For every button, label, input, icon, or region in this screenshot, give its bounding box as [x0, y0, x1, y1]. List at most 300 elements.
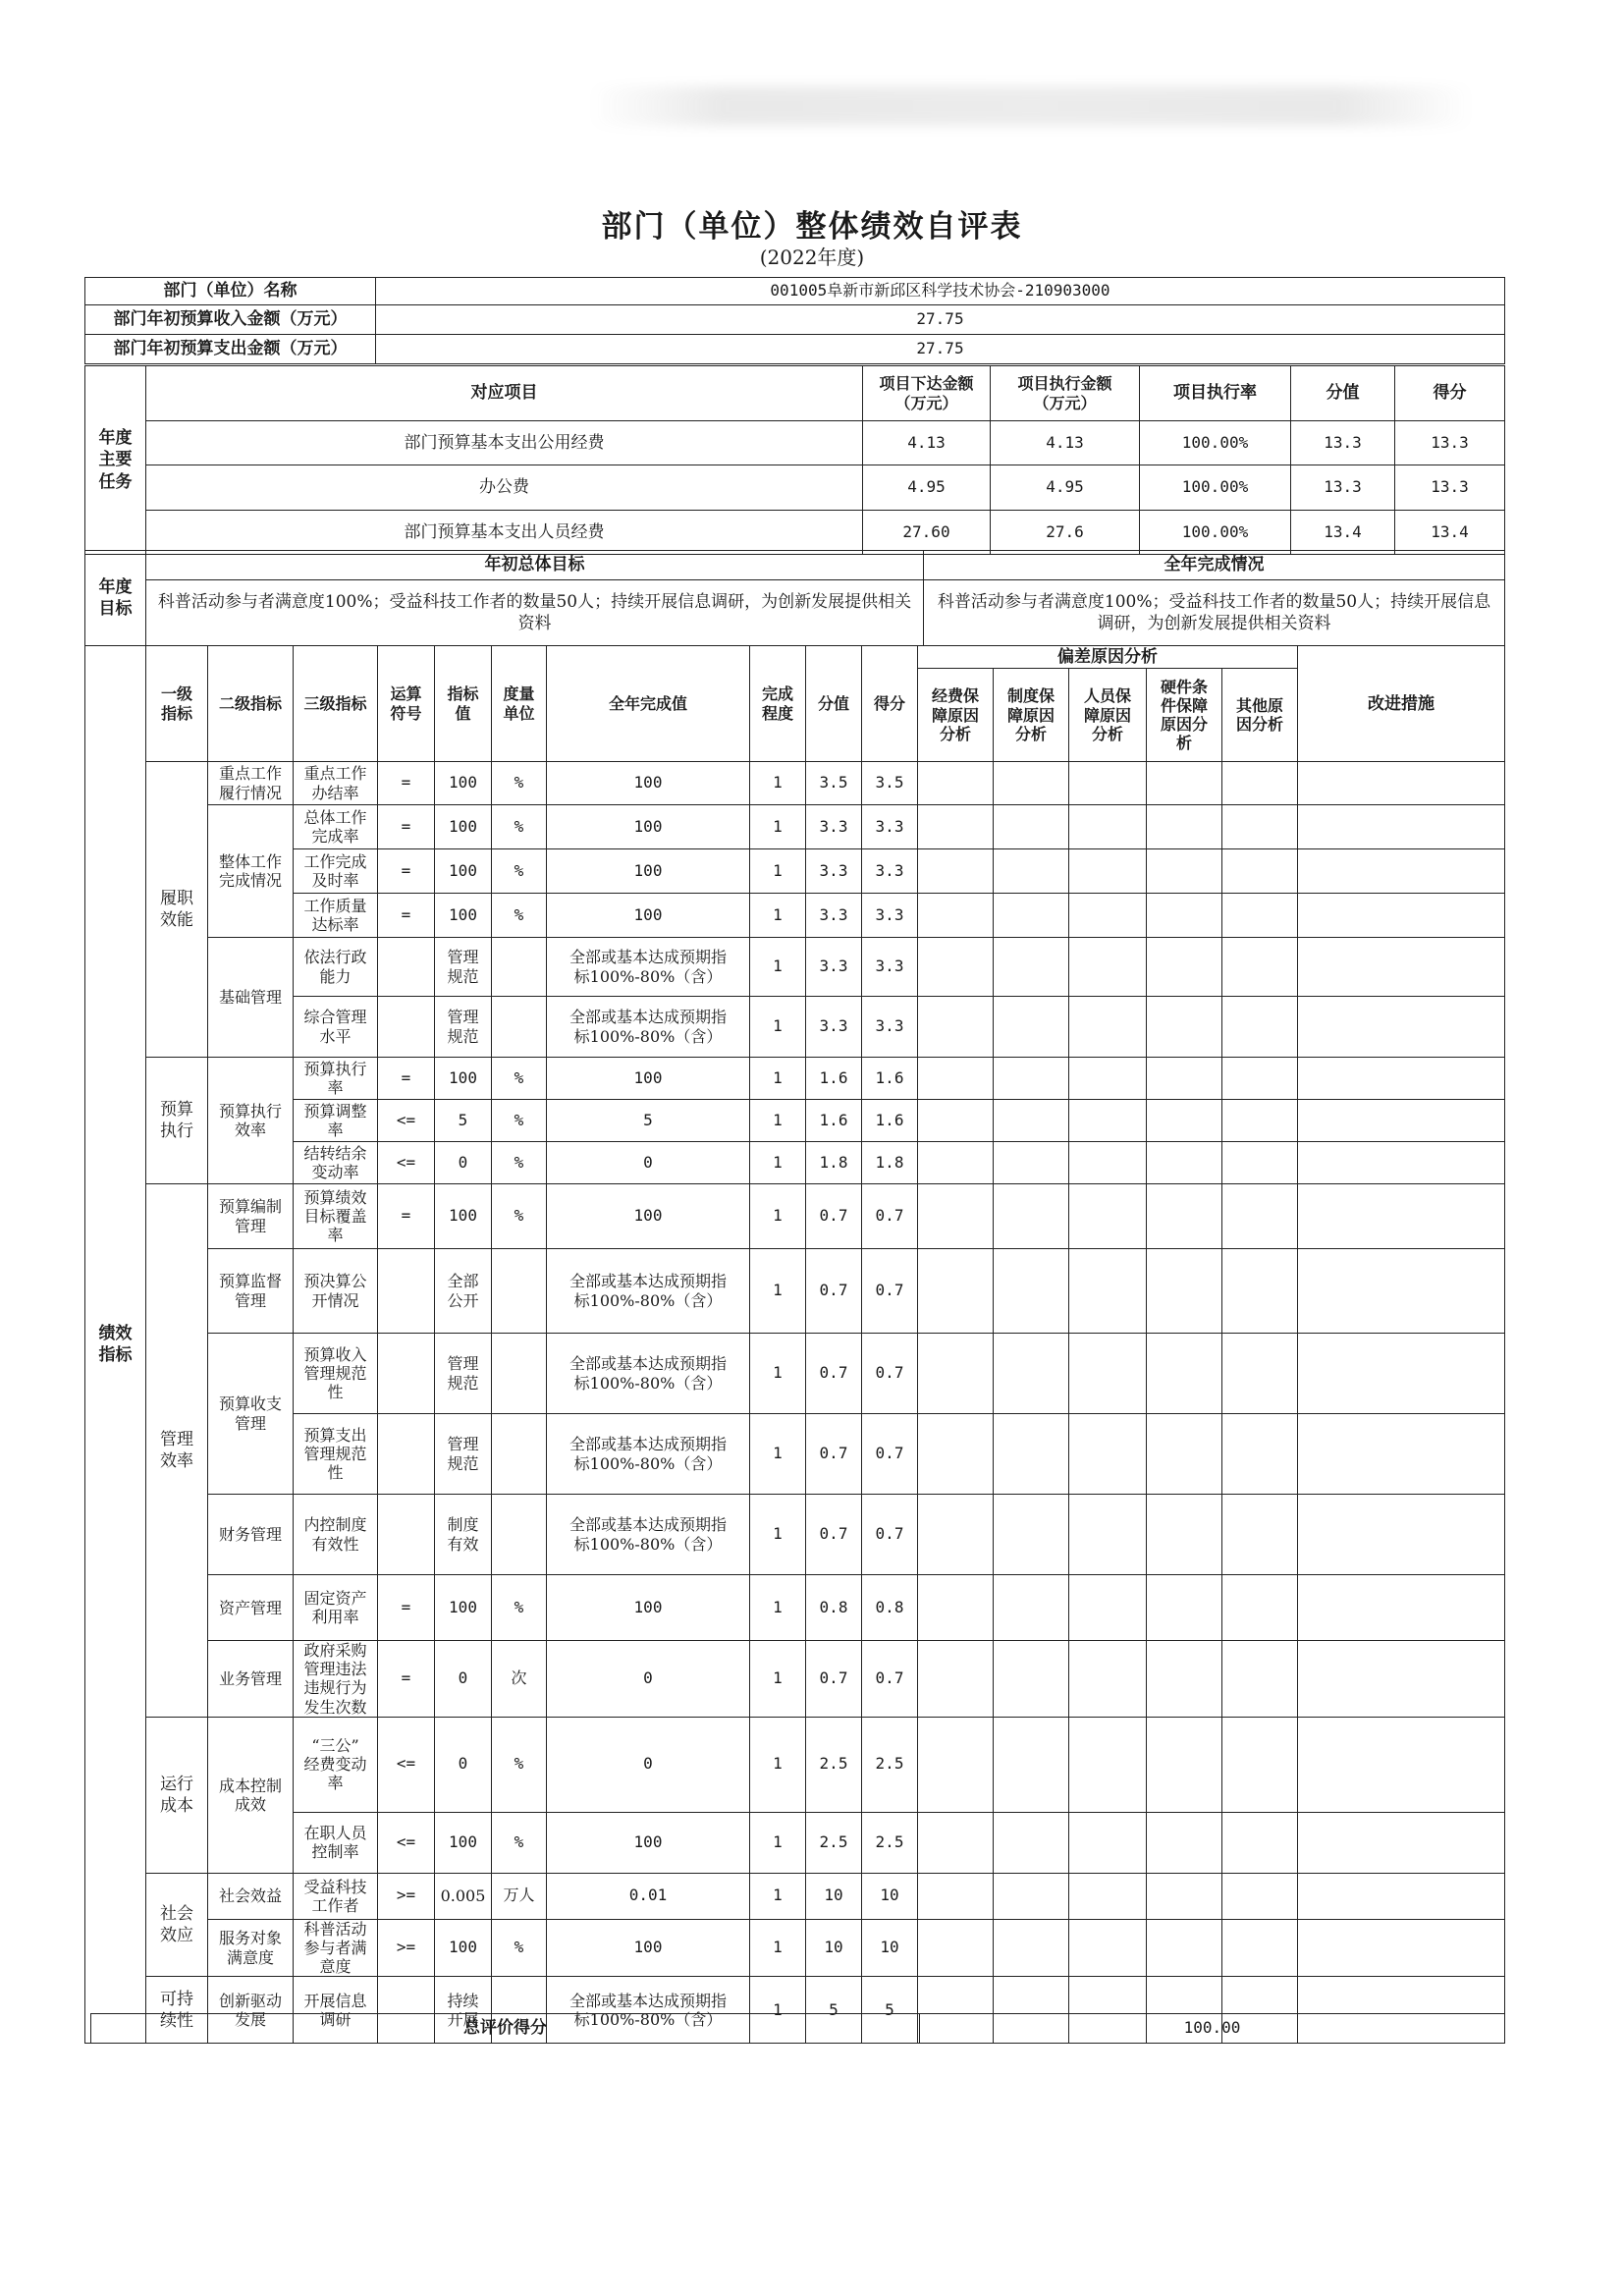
indicator-done: 全部或基本达成预期指 标100%-80%（含）: [547, 1495, 750, 1575]
indicator-done: 5: [547, 1100, 750, 1142]
deviation-cell: [1069, 1414, 1147, 1495]
indicator-l1: 运行 成本: [146, 1717, 208, 1873]
page-title: 部门（单位）整体绩效自评表: [601, 209, 1023, 245]
indicator-l3: “三公” 经费变动 率: [294, 1717, 378, 1812]
deviation-cell: [1222, 1334, 1298, 1414]
indicator-done: 100: [547, 849, 750, 894]
indicator-l2: 服务对象 满意度: [208, 1919, 294, 1977]
header-l2: 二级指标: [208, 646, 294, 762]
indicator-l3: 预算收入 管理规范 性: [294, 1334, 378, 1414]
indicator-degree: 1: [750, 1142, 806, 1184]
indicator-done: 100: [547, 1058, 750, 1100]
deviation-cell: [1147, 1414, 1222, 1495]
goals-done-text: 科普活动参与者满意度100%；受益科技工作者的数量50人；持续开展信息调研，为创新发展提供相关资料: [924, 580, 1505, 646]
indicator-degree: 1: [750, 1717, 806, 1812]
task-got: 13.4: [1395, 511, 1505, 555]
task-exec: 4.95: [991, 465, 1140, 511]
indicator-l3: 在职人员 控制率: [294, 1812, 378, 1873]
deviation-cell: [918, 1100, 994, 1142]
indicator-done: 100: [547, 762, 750, 805]
indicator-l3: 固定资产 利用率: [294, 1575, 378, 1641]
deviation-cell: [1069, 1812, 1147, 1873]
indicator-degree: 1: [750, 1873, 806, 1919]
indicator-op: =: [378, 1184, 435, 1249]
deviation-cell: [1147, 1812, 1222, 1873]
indicator-score: 3.3: [806, 997, 862, 1058]
deviation-cell: [1222, 1249, 1298, 1334]
goals-content-row: [85, 580, 1505, 646]
indicator-done: 全部或基本达成预期指 标100%-80%（含）: [547, 1249, 750, 1334]
deviation-cell: [1222, 938, 1298, 997]
indicator-unit: %: [492, 1142, 547, 1184]
indicator-row: [85, 1100, 1505, 1142]
deviation-cell: [1069, 1575, 1147, 1641]
indicator-row: [85, 1058, 1505, 1100]
deviation-cell: [1222, 1058, 1298, 1100]
indicator-target: 0: [435, 1142, 492, 1184]
deviation-cell: [918, 805, 994, 849]
deviation-cell: [994, 1641, 1069, 1718]
goals-header-row: [85, 551, 1505, 580]
indicator-degree: 1: [750, 849, 806, 894]
budget-income-label: 部门年初预算收入金额（万元）: [85, 305, 376, 335]
indicator-got: 3.3: [862, 938, 918, 997]
task-alloc: 4.95: [863, 465, 991, 511]
indicator-op: <=: [378, 1812, 435, 1873]
indicator-done: 0: [547, 1717, 750, 1812]
task-score: 13.4: [1291, 511, 1395, 555]
deviation-cell: [994, 1184, 1069, 1249]
indicator-row: [85, 1873, 1505, 1919]
indicator-l2: 预算收支 管理: [208, 1334, 294, 1495]
indicator-score: 1.6: [806, 1058, 862, 1100]
indicator-target: 全部 公开: [435, 1249, 492, 1334]
indicator-score: 0.7: [806, 1414, 862, 1495]
improve-cell: [1298, 1414, 1505, 1495]
indicator-l3: 综合管理 水平: [294, 997, 378, 1058]
indicator-done: 全部或基本达成预期指 标100%-80%（含）: [547, 938, 750, 997]
indicator-l3: 重点工作 办结率: [294, 762, 378, 805]
improve-cell: [1298, 1495, 1505, 1575]
indicator-got: 10: [862, 1873, 918, 1919]
indicator-row: [85, 938, 1505, 997]
tasks-header-row: [85, 366, 1505, 421]
indicator-l3: 工作完成 及时率: [294, 849, 378, 894]
indicator-score: 0.7: [806, 1641, 862, 1718]
tasks-col-alloc: 项目下达金额 （万元）: [863, 366, 991, 421]
annual-goals-table: [84, 550, 1505, 646]
indicator-row: [85, 1249, 1505, 1334]
deviation-cell: [1222, 894, 1298, 938]
task-rate: 100.00%: [1140, 421, 1291, 465]
indicator-row: [85, 1334, 1505, 1414]
header-deviation: 偏差原因分析: [918, 646, 1298, 669]
indicator-score: 3.3: [806, 805, 862, 849]
indicator-degree: 1: [750, 894, 806, 938]
task-exec: 27.6: [991, 511, 1140, 555]
indicator-target: 100: [435, 849, 492, 894]
deviation-cell: [1222, 1495, 1298, 1575]
indicator-l2: 资产管理: [208, 1575, 294, 1641]
indicator-l2: 基础管理: [208, 938, 294, 1058]
deviation-cell: [918, 1249, 994, 1334]
header-dev1: 经费保 障原因 分析: [918, 669, 994, 762]
indicator-l3: 依法行政 能力: [294, 938, 378, 997]
indicator-score: 3.3: [806, 938, 862, 997]
deviation-cell: [1069, 1249, 1147, 1334]
budget-income-value: 27.75: [376, 305, 1505, 335]
indicators-header-row: [85, 646, 1505, 669]
header-done: 全年完成值: [547, 646, 750, 762]
goals-col-done: 全年完成情况: [924, 551, 1505, 580]
deviation-cell: [918, 1812, 994, 1873]
deviation-cell: [1147, 1100, 1222, 1142]
deviation-cell: [1147, 1249, 1222, 1334]
indicator-op: [378, 1414, 435, 1495]
deviation-cell: [1069, 1334, 1147, 1414]
indicator-score: 3.5: [806, 762, 862, 805]
indicator-score: 10: [806, 1873, 862, 1919]
indicator-target: 管理 规范: [435, 997, 492, 1058]
indicator-row: [85, 1495, 1505, 1575]
improve-cell: [1298, 1873, 1505, 1919]
indicator-unit: 万人: [492, 1873, 547, 1919]
improve-cell: [1298, 1334, 1505, 1414]
indicator-target: 管理 规范: [435, 938, 492, 997]
deviation-cell: [1147, 1142, 1222, 1184]
indicator-score: 0.8: [806, 1575, 862, 1641]
indicator-op: =: [378, 762, 435, 805]
indicator-done: 0: [547, 1641, 750, 1718]
indicator-op: >=: [378, 1873, 435, 1919]
indicator-op: =: [378, 1058, 435, 1100]
indicator-l3: 受益科技 工作者: [294, 1873, 378, 1919]
indicator-row: [85, 1184, 1505, 1249]
indicator-score: 1.8: [806, 1142, 862, 1184]
indicator-degree: 1: [750, 1414, 806, 1495]
deviation-cell: [1222, 1812, 1298, 1873]
unit-info-table: [84, 277, 1505, 364]
header-unit: 度量 单位: [492, 646, 547, 762]
indicator-op: [378, 1334, 435, 1414]
header-l1: 一级 指标: [146, 646, 208, 762]
indicator-l3: 总体工作 完成率: [294, 805, 378, 849]
indicator-l2: 成本控制 成效: [208, 1717, 294, 1873]
task-rate: 100.00%: [1140, 511, 1291, 555]
deviation-cell: [1069, 1919, 1147, 1977]
indicator-l1: 管理 效率: [146, 1184, 208, 1718]
deviation-cell: [994, 1812, 1069, 1873]
indicator-got: 3.5: [862, 762, 918, 805]
indicator-row: [85, 1414, 1505, 1495]
indicator-done: 全部或基本达成预期指 标100%-80%（含）: [547, 1334, 750, 1414]
goals-col-target: 年初总体目标: [146, 551, 924, 580]
improve-cell: [1298, 1184, 1505, 1249]
indicator-op: [378, 1249, 435, 1334]
deviation-cell: [994, 1249, 1069, 1334]
deviation-cell: [1147, 1184, 1222, 1249]
header-dev5: 其他原 因分析: [1222, 669, 1298, 762]
deviation-cell: [1222, 1717, 1298, 1812]
task-row: [85, 421, 1505, 465]
indicator-done: 全部或基本达成预期指 标100%-80%（含）: [547, 1414, 750, 1495]
indicator-unit: %: [492, 1919, 547, 1977]
improve-cell: [1298, 1919, 1505, 1977]
deviation-cell: [1222, 1414, 1298, 1495]
indicator-l3: 预算调整 率: [294, 1100, 378, 1142]
improve-cell: [1298, 1058, 1505, 1100]
deviation-cell: [1069, 997, 1147, 1058]
indicator-target: 0: [435, 1641, 492, 1718]
indicator-degree: 1: [750, 1495, 806, 1575]
indicator-got: 1.8: [862, 1142, 918, 1184]
tasks-col-rate: 项目执行率: [1140, 366, 1291, 421]
indicator-target: 制度 有效: [435, 1495, 492, 1575]
improve-cell: [1298, 1142, 1505, 1184]
indicator-degree: 1: [750, 1058, 806, 1100]
indicator-row: [85, 1575, 1505, 1641]
deviation-cell: [1069, 1717, 1147, 1812]
indicator-unit: %: [492, 894, 547, 938]
indicator-target: 100: [435, 1058, 492, 1100]
deviation-cell: [918, 1717, 994, 1812]
deviation-cell: [1147, 894, 1222, 938]
unit-name-row: [85, 278, 1505, 305]
indicator-degree: 1: [750, 1812, 806, 1873]
indicator-op: =: [378, 805, 435, 849]
improve-cell: [1298, 1100, 1505, 1142]
indicator-unit: [492, 997, 547, 1058]
deviation-cell: [1069, 805, 1147, 849]
improve-cell: [1298, 1717, 1505, 1812]
indicator-done: 100: [547, 1184, 750, 1249]
header-l3: 三级指标: [294, 646, 378, 762]
indicator-done: 全部或基本达成预期指 标100%-80%（含）: [547, 997, 750, 1058]
task-exec: 4.13: [991, 421, 1140, 465]
task-name: 部门预算基本支出人员经费: [146, 511, 863, 555]
indicator-done: 100: [547, 894, 750, 938]
indicator-target: 100: [435, 805, 492, 849]
indicator-op: =: [378, 1575, 435, 1641]
deviation-cell: [994, 805, 1069, 849]
indicator-op: [378, 1495, 435, 1575]
indicator-row: [85, 805, 1505, 849]
indicator-degree: 1: [750, 1977, 806, 2044]
indicator-score: 1.6: [806, 1100, 862, 1142]
indicator-l3: 内控制度 有效性: [294, 1495, 378, 1575]
indicator-l3: 结转结余 变动率: [294, 1142, 378, 1184]
indicator-op: [378, 938, 435, 997]
deviation-cell: [994, 1717, 1069, 1812]
indicator-score: 2.5: [806, 1812, 862, 1873]
indicator-degree: 1: [750, 1249, 806, 1334]
deviation-cell: [1147, 938, 1222, 997]
indicator-score: 10: [806, 1919, 862, 1977]
tasks-col-score: 分值: [1291, 366, 1395, 421]
deviation-cell: [1147, 1575, 1222, 1641]
deviation-cell: [1147, 1717, 1222, 1812]
deviation-cell: [918, 1575, 994, 1641]
indicator-l3: 开展信息 调研: [294, 1977, 378, 2044]
header-got: 得分: [862, 646, 918, 762]
indicator-target: 管理 规范: [435, 1414, 492, 1495]
indicator-l2: 重点工作 履行情况: [208, 762, 294, 805]
deviation-cell: [1069, 762, 1147, 805]
header-val: 指标 值: [435, 646, 492, 762]
deviation-cell: [1147, 997, 1222, 1058]
indicator-unit: [492, 1334, 547, 1414]
deviation-cell: [994, 1142, 1069, 1184]
deviation-cell: [918, 1873, 994, 1919]
indicator-got: 1.6: [862, 1100, 918, 1142]
indicator-score: 0.7: [806, 1184, 862, 1249]
improve-cell: [1298, 894, 1505, 938]
indicator-score: 3.3: [806, 894, 862, 938]
indicator-got: 0.7: [862, 1334, 918, 1414]
indicator-l2: 创新驱动 发展: [208, 1977, 294, 2044]
indicator-target: 100: [435, 762, 492, 805]
indicator-l2: 财务管理: [208, 1495, 294, 1575]
deviation-cell: [918, 1641, 994, 1718]
deviation-cell: [1147, 805, 1222, 849]
deviation-cell: [994, 849, 1069, 894]
indicator-score: 5: [806, 1977, 862, 2044]
deviation-cell: [1222, 805, 1298, 849]
improve-cell: [1298, 805, 1505, 849]
deviation-cell: [1069, 1100, 1147, 1142]
deviation-cell: [994, 1495, 1069, 1575]
deviation-cell: [1069, 849, 1147, 894]
deviation-cell: [994, 1414, 1069, 1495]
indicator-got: 0.7: [862, 1641, 918, 1718]
budget-income-row: [85, 305, 1505, 335]
unit-name-label: 部门（单位）名称: [85, 278, 376, 305]
indicator-row: [85, 762, 1505, 805]
deviation-cell: [918, 1334, 994, 1414]
header-dev3: 人员保 障原因 分析: [1069, 669, 1147, 762]
indicator-l2: 预算编制 管理: [208, 1184, 294, 1249]
indicator-l1: 履职 效能: [146, 762, 208, 1058]
indicator-degree: 1: [750, 1575, 806, 1641]
deviation-cell: [1222, 997, 1298, 1058]
deviation-cell: [918, 894, 994, 938]
indicator-score: 2.5: [806, 1717, 862, 1812]
indicator-op: <=: [378, 1100, 435, 1142]
task-alloc: 4.13: [863, 421, 991, 465]
indicator-unit: %: [492, 849, 547, 894]
deviation-cell: [918, 1142, 994, 1184]
indicator-got: 1.6: [862, 1058, 918, 1100]
deviation-cell: [918, 1184, 994, 1249]
header-improve: 改进措施: [1298, 646, 1505, 762]
indicator-l1: 预算 执行: [146, 1058, 208, 1184]
deviation-cell: [994, 1919, 1069, 1977]
indicators-table: [84, 645, 1505, 2044]
deviation-cell: [994, 1100, 1069, 1142]
deviation-cell: [994, 1575, 1069, 1641]
header-score: 分值: [806, 646, 862, 762]
indicator-l3: 工作质量 达标率: [294, 894, 378, 938]
indicator-unit: %: [492, 1575, 547, 1641]
tasks-col-item: 对应项目: [146, 366, 863, 421]
indicator-degree: 1: [750, 762, 806, 805]
improve-cell: [1298, 1641, 1505, 1718]
indicator-row: [85, 997, 1505, 1058]
indicator-got: 5: [862, 1977, 918, 2044]
deviation-cell: [918, 997, 994, 1058]
indicator-got: 3.3: [862, 997, 918, 1058]
deviation-cell: [918, 1919, 994, 1977]
indicator-got: 0.7: [862, 1414, 918, 1495]
indicator-target: 100: [435, 1812, 492, 1873]
deviation-cell: [918, 1414, 994, 1495]
deviation-cell: [1069, 1641, 1147, 1718]
indicator-degree: 1: [750, 1641, 806, 1718]
indicator-op: =: [378, 1641, 435, 1718]
improve-cell: [1298, 762, 1505, 805]
indicator-l1: 可持 续性: [146, 1977, 208, 2044]
deviation-cell: [918, 1495, 994, 1575]
indicator-op: <=: [378, 1142, 435, 1184]
deviation-cell: [994, 894, 1069, 938]
task-row: [85, 511, 1505, 555]
indicator-degree: 1: [750, 1919, 806, 1977]
indicator-l2: 预算执行 效率: [208, 1058, 294, 1184]
deviation-cell: [994, 762, 1069, 805]
deviation-cell: [994, 1334, 1069, 1414]
indicator-unit: [492, 1495, 547, 1575]
deviation-cell: [1147, 1873, 1222, 1919]
indicator-score: 0.7: [806, 1495, 862, 1575]
indicator-got: 0.7: [862, 1495, 918, 1575]
deviation-cell: [1222, 1873, 1298, 1919]
deviation-cell: [1222, 1641, 1298, 1718]
deviation-cell: [994, 997, 1069, 1058]
deviation-cell: [1069, 1142, 1147, 1184]
task-alloc: 27.60: [863, 511, 991, 555]
indicator-l3: 预算支出 管理规范 性: [294, 1414, 378, 1495]
indicator-target: 100: [435, 1575, 492, 1641]
indicator-score: 3.3: [806, 849, 862, 894]
unit-name-value: 001005阜新市新邱区科学技术协会-210903000: [376, 278, 1505, 305]
deviation-cell: [1222, 1919, 1298, 1977]
total-score-table: [90, 2013, 1505, 2044]
indicator-unit: [492, 1249, 547, 1334]
budget-expense-value: 27.75: [376, 335, 1505, 364]
indicator-got: 0.8: [862, 1575, 918, 1641]
indicator-done: 100: [547, 1575, 750, 1641]
indicator-unit: %: [492, 1717, 547, 1812]
indicator-degree: 1: [750, 1334, 806, 1414]
improve-cell: [1298, 938, 1505, 997]
task-score: 13.3: [1291, 421, 1395, 465]
deviation-cell: [918, 849, 994, 894]
indicator-unit: [492, 938, 547, 997]
indicator-degree: 1: [750, 1100, 806, 1142]
indicator-got: 0.7: [862, 1249, 918, 1334]
indicator-got: 3.3: [862, 849, 918, 894]
deviation-cell: [994, 1058, 1069, 1100]
improve-cell: [1298, 1249, 1505, 1334]
deviation-cell: [1069, 1058, 1147, 1100]
indicator-l2: 社会效益: [208, 1873, 294, 1919]
header-bleed-through: [589, 86, 1473, 126]
task-name: 办公费: [146, 465, 863, 511]
deviation-cell: [1069, 1184, 1147, 1249]
improve-cell: [1298, 997, 1505, 1058]
tasks-col-got: 得分: [1395, 366, 1505, 421]
indicator-op: >=: [378, 1919, 435, 1977]
